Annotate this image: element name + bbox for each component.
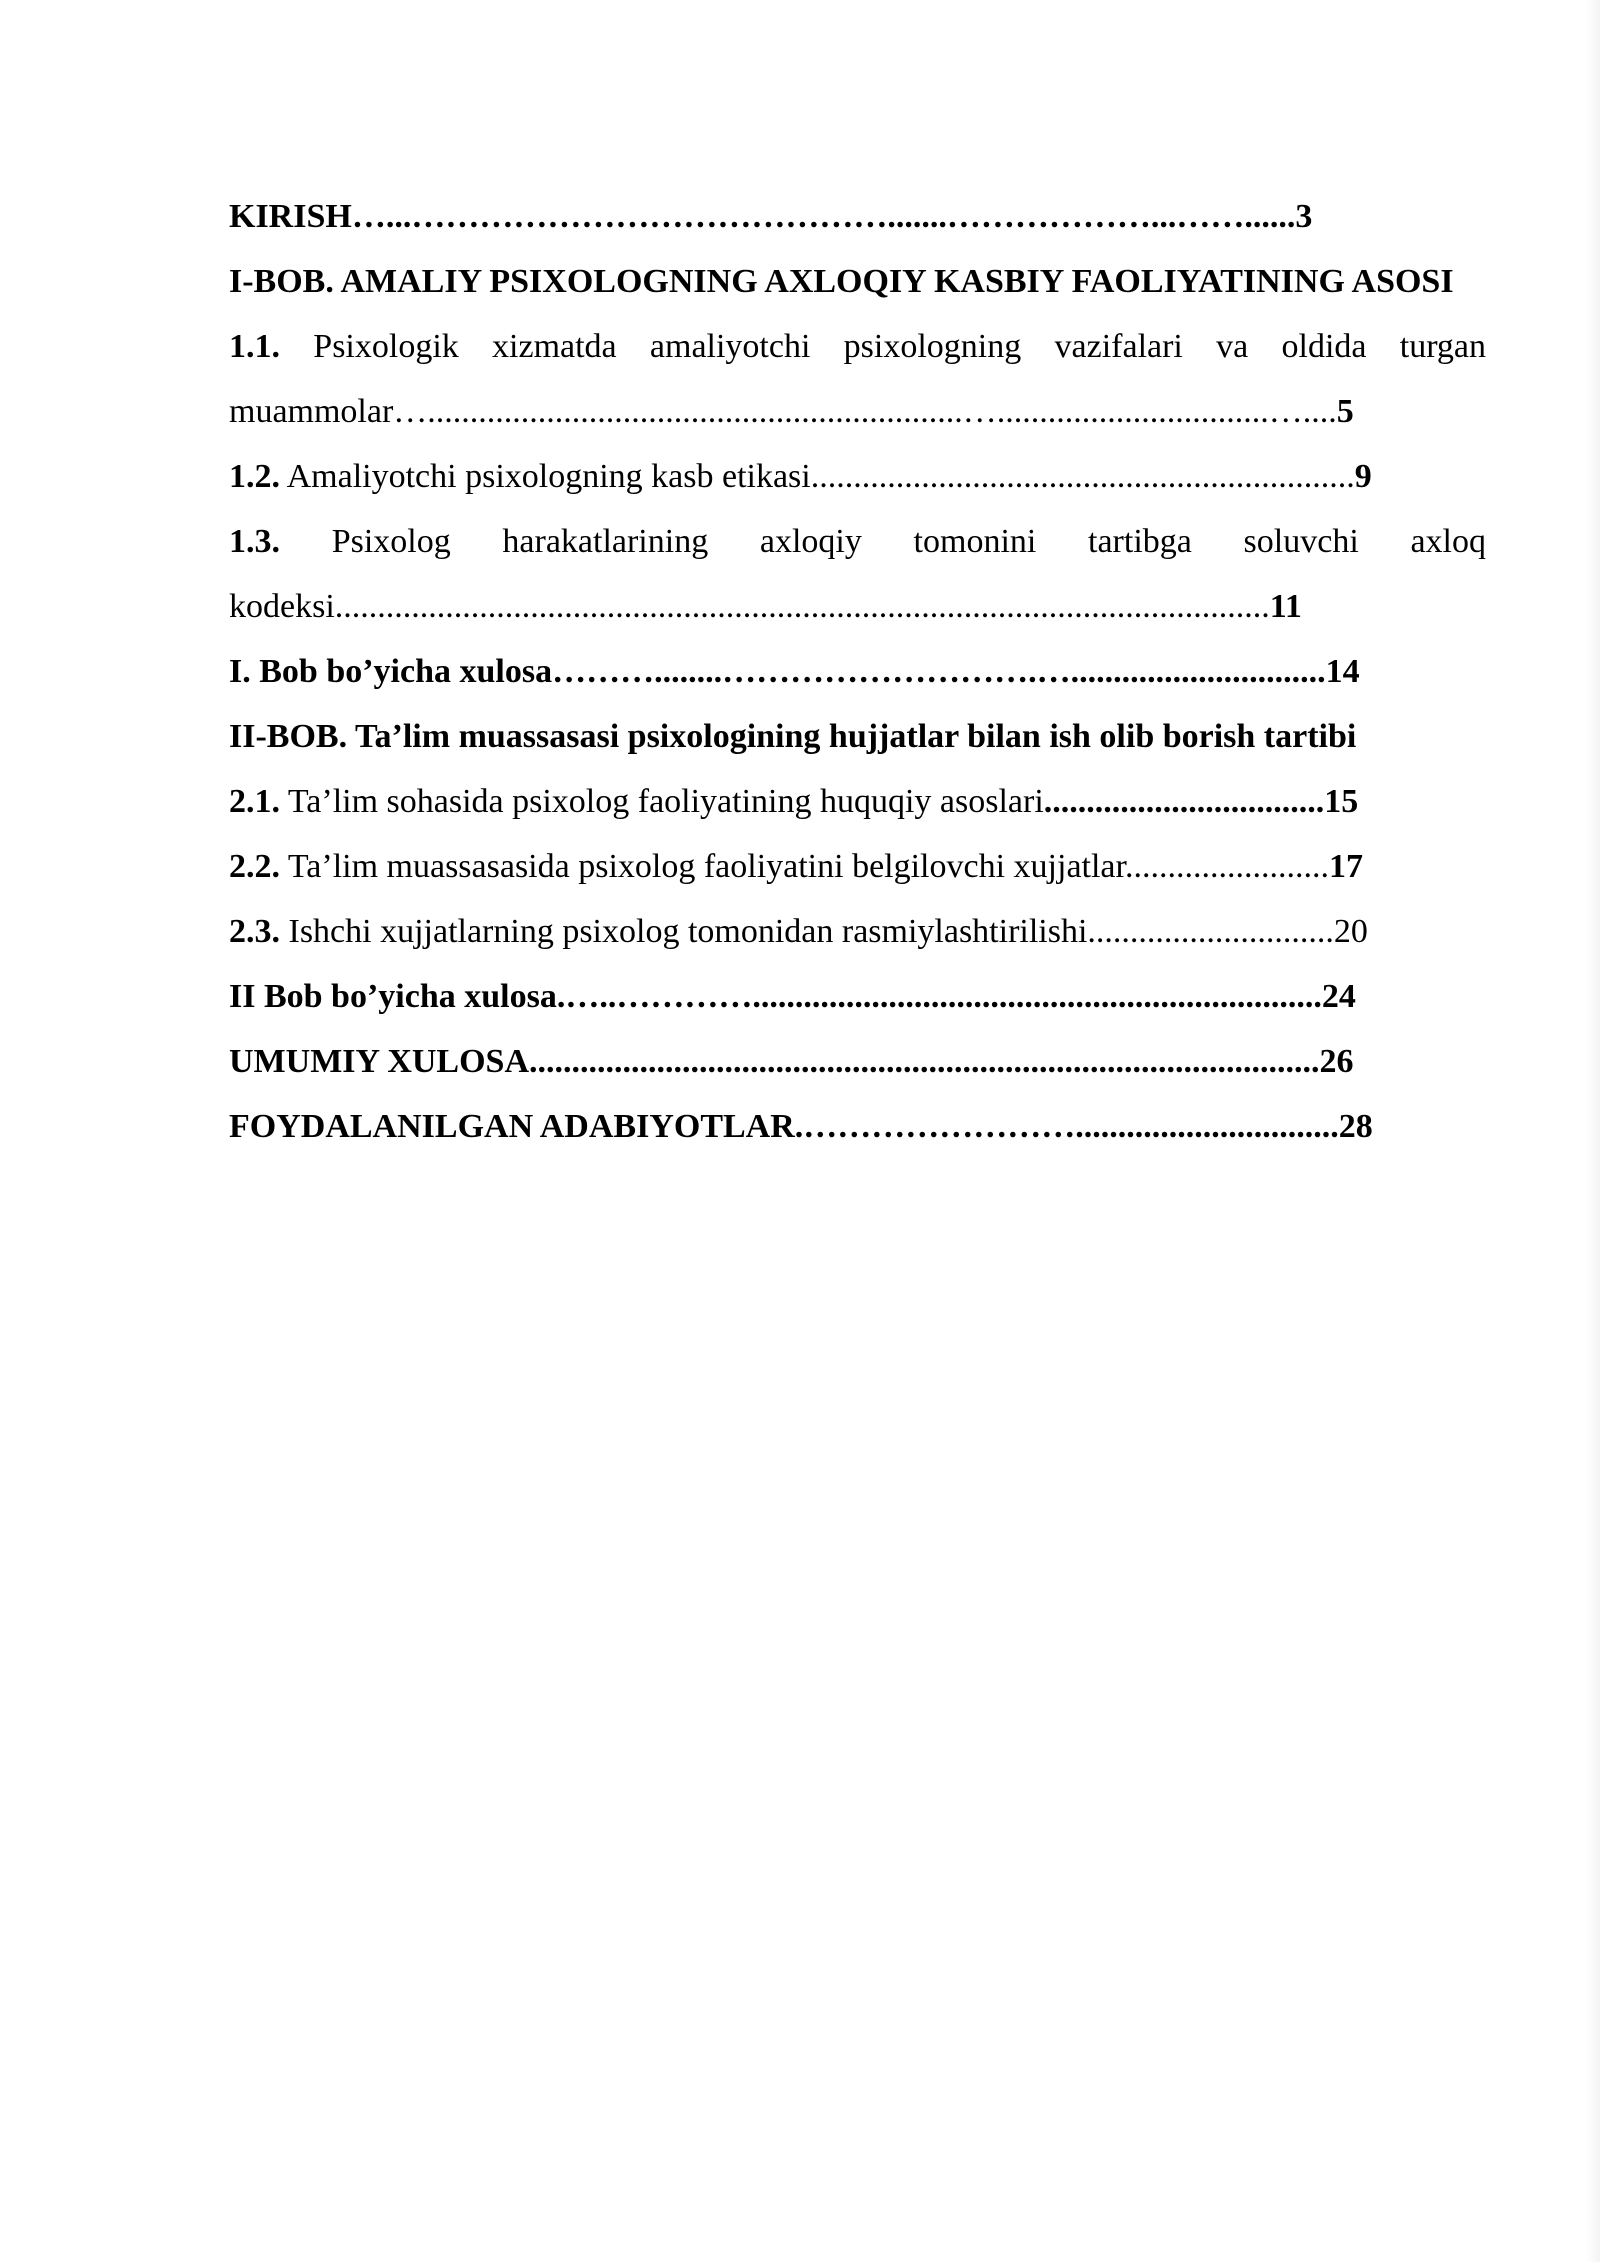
toc-entry-2-2	[229, 834, 1486, 899]
toc-section-number: 2.2.	[229, 848, 280, 885]
toc-entry-chapter-2-conclusion	[229, 964, 1486, 1029]
toc-page-number: 9	[1354, 458, 1372, 495]
toc-entry-2-1	[229, 769, 1486, 834]
toc-chapter-1-title	[229, 249, 1486, 314]
toc-page-number: 14	[1325, 653, 1360, 690]
toc-label: FOYDALANILGAN ADABIYOTLAR	[229, 1108, 795, 1145]
toc-label: Amaliyotchi psixologning kasb etikasi	[286, 458, 811, 495]
toc-entry-2-3	[229, 899, 1486, 964]
toc-section-number: 1.3.	[229, 523, 280, 560]
toc-label: KIRISH	[229, 198, 352, 235]
toc-page-number: 11	[1269, 588, 1302, 625]
toc-page-number: 24	[1321, 978, 1356, 1015]
toc-leader-dots: .............................................................................................	[529, 1043, 1320, 1080]
toc-entry-kirish	[229, 184, 1486, 249]
toc-page-number: 15	[1324, 783, 1359, 820]
toc-leader-dots: .……………………...............................	[794, 1108, 1339, 1145]
toc-entry-1-3	[229, 509, 1486, 639]
toc-page-number: 28	[1338, 1108, 1373, 1145]
table-of-contents	[229, 184, 1486, 1159]
toc-page-number: 26	[1319, 1043, 1354, 1080]
toc-page-number: 5	[1336, 393, 1354, 430]
toc-section-number: 1.2.	[229, 458, 280, 495]
toc-page-number: 20	[1333, 913, 1368, 950]
toc-entry-1-1	[229, 314, 1486, 444]
toc-label: I-BOB. AMALIY PSIXOLOGNING AXLOQIY KASBIY FAOLIYATINING ASOSI	[229, 263, 1454, 300]
toc-label: Psixolog harakatlarining axloqiy tomonini tartibga soluvchi axloq kodeksi	[229, 523, 1486, 625]
toc-label: Ta’lim sohasida psixolog faoliyatining huquqiy asoslari	[287, 783, 1044, 820]
toc-page-number: 17	[1328, 848, 1363, 885]
toc-leader-dots: .…..…………...................................................................	[556, 978, 1322, 1015]
toc-label: Ishchi xujjatlarning psixolog tomonidan rasmiylashtirilishi	[288, 913, 1088, 950]
toc-label: Psixologik xizmatda amaliyotchi psixologning vazifalari va oldida turgan muammolar	[229, 328, 1486, 430]
toc-entry-chapter-1-conclusion	[229, 639, 1486, 704]
toc-section-number: 2.1.	[229, 783, 280, 820]
toc-label: II Bob bo’yicha xulosa	[229, 978, 557, 1015]
toc-entry-general-conclusion	[229, 1029, 1486, 1094]
toc-chapter-2-title	[229, 704, 1486, 769]
toc-section-number: 2.3.	[229, 913, 280, 950]
toc-label: II-BOB. Ta’lim muassasasi psixologining hujjatlar bilan ish olib borish tartibi	[229, 718, 1357, 755]
toc-page-number: 3	[1295, 198, 1313, 235]
toc-entry-1-2	[229, 444, 1486, 509]
toc-label: Ta’lim muassasasida psixolog faoliyatini belgilovchi xujjatlar	[287, 848, 1125, 885]
toc-leader-dots: ........................	[1124, 848, 1329, 885]
toc-leader-dots: ..............................................................................................................	[334, 588, 1270, 625]
toc-leader-dots: …...…………………………………….......………………...……......	[351, 198, 1296, 235]
toc-label: UMUMIY XULOSA	[229, 1043, 530, 1080]
toc-leader-dots: …...............................................................…................................…....	[393, 393, 1337, 430]
toc-leader-dots: .............................	[1087, 913, 1334, 950]
toc-leader-dots: .................................	[1043, 783, 1325, 820]
toc-leader-dots: ………........……………………….…..............................	[552, 653, 1326, 690]
toc-leader-dots: ................................................................	[810, 458, 1355, 495]
toc-label: I. Bob bo’yicha xulosa	[229, 653, 553, 690]
page-edge-shadow	[1586, 0, 1600, 2262]
toc-entry-references	[229, 1094, 1486, 1159]
toc-section-number: 1.1.	[229, 328, 280, 365]
